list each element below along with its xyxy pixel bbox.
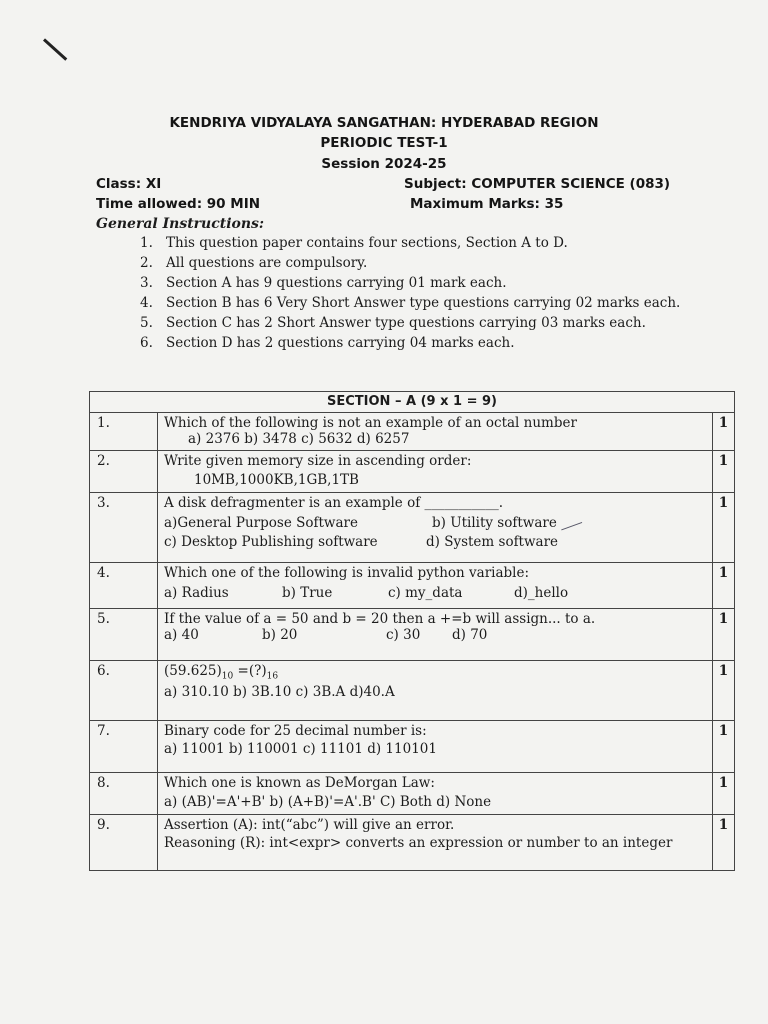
question-number: 5.: [90, 609, 158, 661]
question-mark: 1: [712, 413, 734, 451]
instruction-item: 2. All questions are compulsory.: [140, 255, 368, 271]
section-a-header: SECTION – A (9 x 1 = 9): [90, 392, 735, 413]
question-number: 7.: [90, 721, 158, 773]
question-number: 6.: [90, 661, 158, 721]
question-mark: 1: [712, 661, 734, 721]
instruction-item: 4. Section B has 6 Very Short Answer type questions carrying 02 marks each.: [140, 295, 681, 311]
question-text: Which one is known as DeMorgan Law: a) (AB)'=A'+B' b) (A+B)'=A'.B' C) Both d) None: [158, 773, 713, 815]
question-mark: 1: [712, 451, 734, 493]
question-number: 2.: [90, 451, 158, 493]
question-mark: 1: [712, 563, 734, 609]
question-number: 1.: [90, 413, 158, 451]
question-text: Which of the following is not an example of an octal number a) 2376 b) 3478 c) 5632 d) 6257: [158, 413, 713, 451]
subject-label: Subject: COMPUTER SCIENCE (083): [404, 176, 671, 192]
instructions-list: [140, 233, 700, 353]
section-a-table: [89, 391, 735, 871]
max-marks-label: Maximum Marks: 35: [410, 196, 564, 212]
question-mark: 1: [712, 493, 734, 563]
question-number: 4.: [90, 563, 158, 609]
question-text: A disk defragmenter is an example of ___________. a)General Purpose Software b) Utility software c) Desktop Publishing software d) System software: [158, 493, 713, 563]
table-row: [90, 451, 735, 493]
test-title: PERIODIC TEST-1: [320, 135, 448, 151]
pen-stroke-mark: [43, 38, 67, 60]
class-label: Class: XI: [96, 176, 162, 192]
table-row: [90, 563, 735, 609]
table-row: [90, 721, 735, 773]
question-mark: 1: [712, 815, 734, 871]
table-row: [90, 413, 735, 451]
question-number: 8.: [90, 773, 158, 815]
question-mark: 1: [712, 773, 734, 815]
question-mark: 1: [712, 721, 734, 773]
instruction-item: 1. This question paper contains four sections, Section A to D.: [140, 235, 568, 251]
question-text: Which one of the following is invalid python variable: a) Radius b) True c) my_data d)_hello: [158, 563, 713, 609]
question-text: $(59.625)_{10}$ $=(?)_{16}$ a) 310.10 b) 3B.10 c) 3B.A d)40.A: [158, 661, 713, 721]
check-mark-icon: [558, 513, 582, 531]
table-row: [90, 493, 735, 563]
instruction-item: 6. Section D has 2 questions carrying 04 marks each.: [140, 335, 515, 351]
question-number: 3.: [90, 493, 158, 563]
question-text: Binary code for 25 decimal number is: a) 11001 b) 110001 c) 11101 d) 110101: [158, 721, 713, 773]
question-number: 9.: [90, 815, 158, 871]
session-title: Session 2024-25: [321, 156, 447, 172]
instructions-title: General Instructions:: [96, 216, 265, 232]
instruction-item: 5. Section C has 2 Short Answer type questions carrying 03 marks each.: [140, 315, 646, 331]
question-text: Assertion (A): int(“abc”) will give an error. Reasoning (R): int<expr> converts an expression or number to an integer: [158, 815, 713, 871]
question-mark: 1: [712, 609, 734, 661]
question-text: Write given memory size in ascending order: 10MB,1000KB,1GB,1TB: [158, 451, 713, 493]
time-label: Time allowed: 90 MIN: [96, 196, 261, 212]
table-row: [90, 815, 735, 871]
org-title: KENDRIYA VIDYALAYA SANGATHAN: HYDERABAD REGION: [169, 115, 599, 131]
question-text: If the value of a = 50 and b = 20 then a +=b will assign... to a. a) 40 b) 20 c) 30 d) 70: [158, 609, 713, 661]
table-row: [90, 773, 735, 815]
instruction-item: 3. Section A has 9 questions carrying 01 mark each.: [140, 275, 507, 291]
table-row: [90, 609, 735, 661]
table-row: [90, 661, 735, 721]
